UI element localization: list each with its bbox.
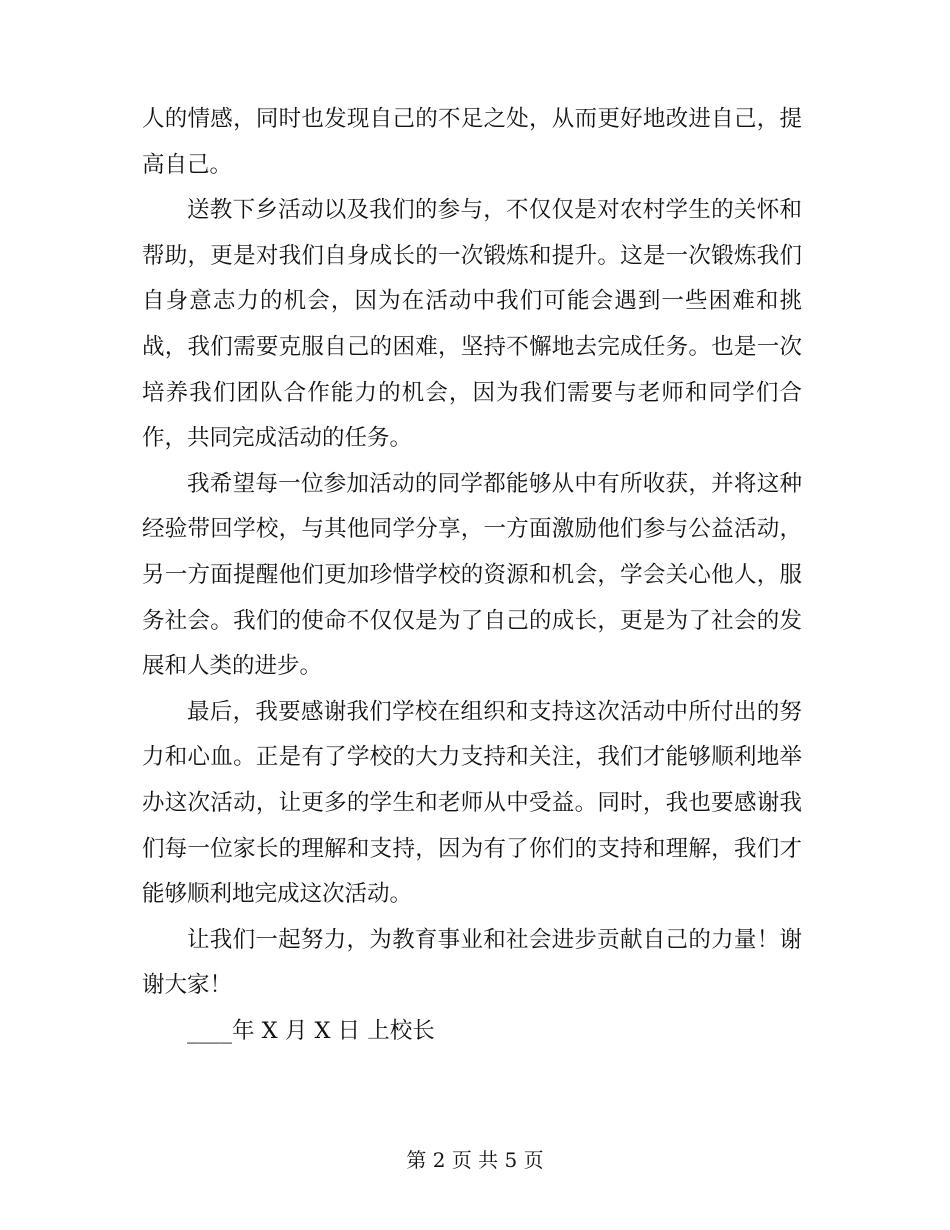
paragraph-closing: 让我们一起努力，为教育事业和社会进步贡献自己的力量！谢谢大家！	[142, 926, 802, 999]
paragraph-thanks: 最后，我要感谢我们学校在组织和支持这次活动中所付出的努力和心血。正是有了学校的大力支持和关注，我们才能够顺利地举办这次活动，让更多的学生和老师从中受益。同时，我也要感谢我们每一位家长的理解和支持，因为有了你们的支持和理解，我们才能够顺利地完成这次活动。	[142, 698, 802, 908]
paragraph-continuation: 人的情感，同时也发现自己的不足之处，从而更好地改进自己，提高自己。	[142, 106, 802, 178]
document-body	[142, 97, 802, 1054]
paragraph-activity-value: 送教下乡活动以及我们的参与，不仅仅是对农村学生的关怀和帮助，更是对我们自身成长的一次锻炼和提升。这是一次锻炼我们自身意志力的机会，因为在活动中我们可能会遇到一些困难和挑战，我们需要克服自己的困难，坚持不懈地去完成任务。也是一次培养我们团队合作能力的机会，因为我们需要与老师和同学们合作，共同完成活动的任务。	[142, 197, 802, 452]
signature-date-line: ____年 X 月 X 日 上校长	[187, 1017, 435, 1044]
paragraph-hope: 我希望每一位参加活动的同学都能够从中有所收获，并将这种经验带回学校，与其他同学分享，一方面激励他们参与公益活动，另一方面提醒他们更加珍惜学校的资源和机会，学会关心他人，服务社会。我们的使命不仅仅是为了自己的成长，更是为了社会的发展和人类的进步。	[142, 470, 802, 680]
page-number-footer: 第 2 页 共 5 页	[406, 1148, 544, 1172]
